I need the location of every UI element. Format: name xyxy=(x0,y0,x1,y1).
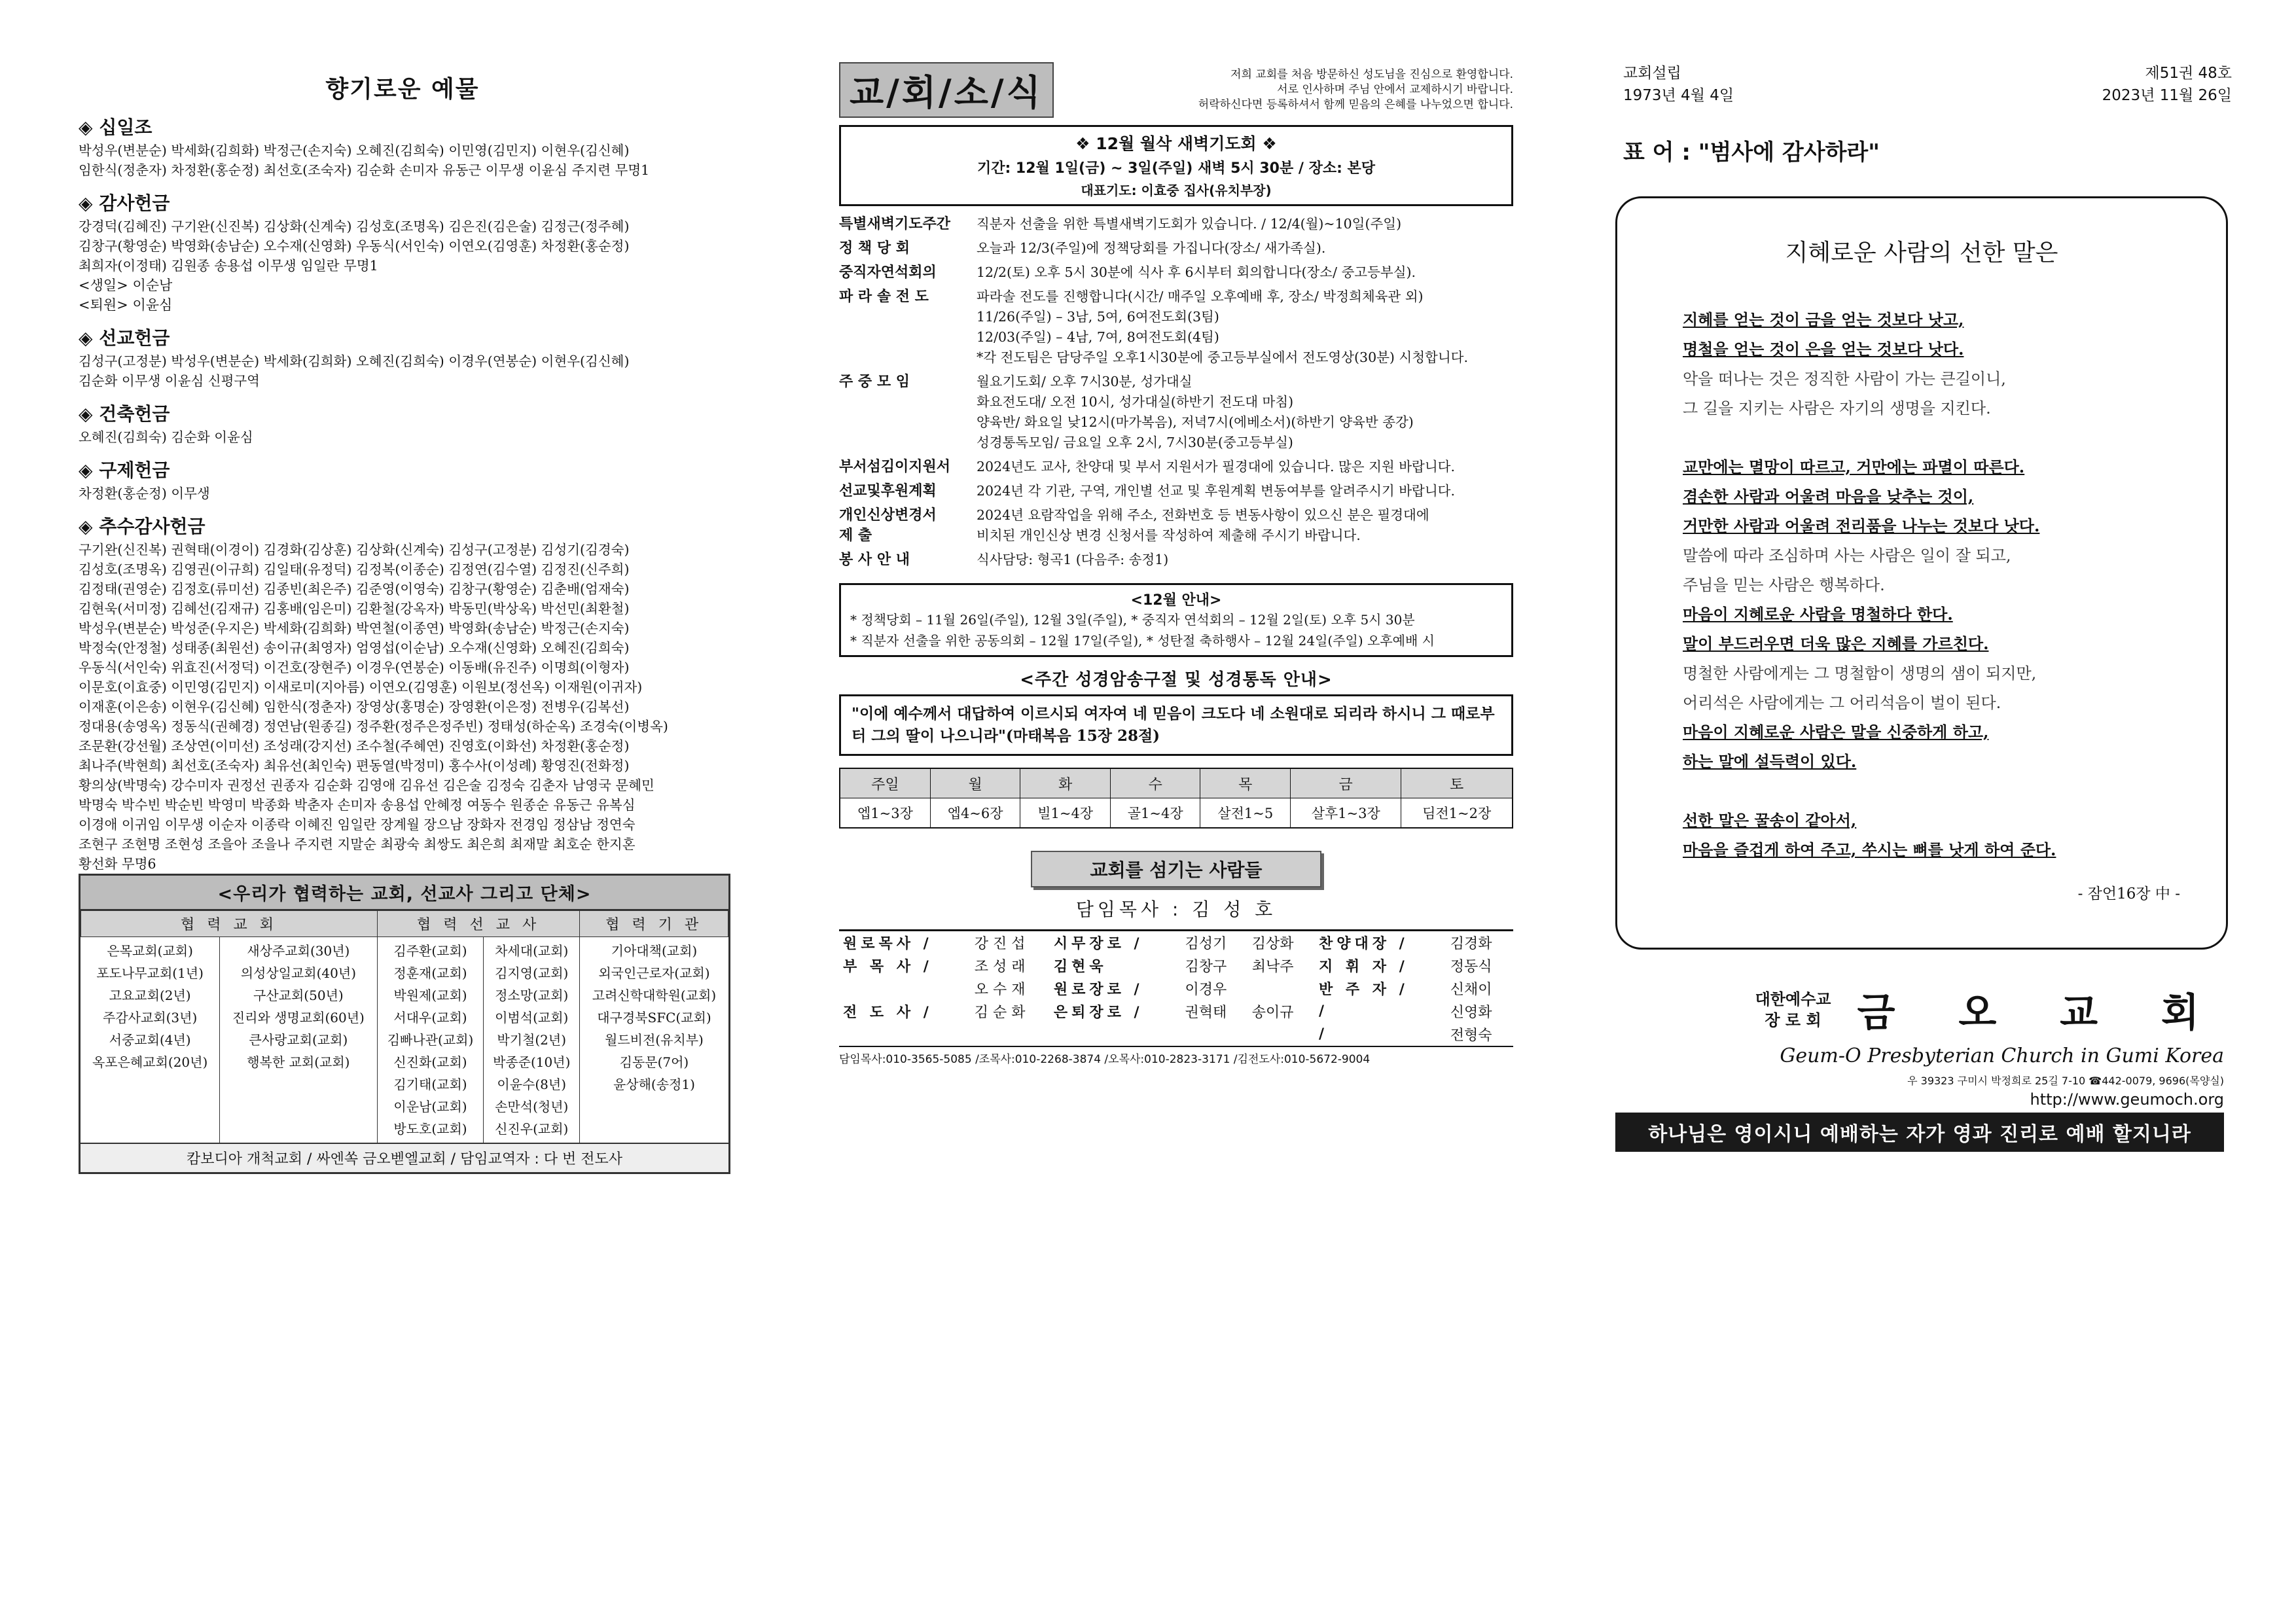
church-website-link[interactable]: http://www.geumoch.org xyxy=(2030,1090,2224,1109)
partner-entry: 박원제(교회) xyxy=(393,988,467,1003)
wisdom-line-text: 겸손한 사람과 어울려 마음을 낮추는 것이, xyxy=(1683,487,1974,506)
news-item-label: 선교및후원계획 xyxy=(839,483,937,499)
news-items xyxy=(839,214,1513,570)
staff-row xyxy=(839,954,1513,977)
staff-cell xyxy=(839,1023,971,1046)
wisdom-line-text: 마음을 즐겁게 하여 주고, 쑤시는 뼈를 낫게 하여 준다. xyxy=(1683,840,2056,859)
staff-table xyxy=(839,929,1513,1047)
news-title: 교/회/소/식 xyxy=(839,62,1054,118)
wisdom-line xyxy=(1683,543,2226,572)
partner-entry: 옥포은혜교회(20년) xyxy=(92,1054,208,1070)
reading-day: 목 xyxy=(1200,768,1291,798)
news-item xyxy=(839,481,1513,501)
staff-cell xyxy=(1248,977,1315,1000)
partner-entry: 외국인근로자(교회) xyxy=(598,965,710,981)
news-item-label: 정 책 당 회 xyxy=(839,240,910,257)
staff-cell: 이경우 xyxy=(1185,982,1227,998)
news-item-label: 봉 사 안 내 xyxy=(839,552,910,568)
news-header xyxy=(839,62,1513,121)
reading-day: 수 xyxy=(1110,768,1200,798)
reading-passage: 딤전1~2장 xyxy=(1401,798,1513,829)
dawn-prayer-box xyxy=(839,125,1513,206)
partner-entry: 박기철(2년) xyxy=(497,1032,567,1048)
partner-churches-a xyxy=(81,937,220,1143)
verse-heading: <주간 성경암송구절 및 성경통독 안내> xyxy=(1020,670,1333,690)
staff-cell: 반 주 자 / xyxy=(1318,982,1408,998)
offering-section xyxy=(79,456,726,503)
wisdom-line-text: 악을 떠나는 것은 정직한 사람이 가는 큰길이니, xyxy=(1683,370,2006,388)
december-head: <12월 안내> xyxy=(1130,592,1222,609)
staff-row xyxy=(839,931,1513,955)
staff-cell: 부 목 사 / xyxy=(843,959,933,975)
december-line: * 직분자 선출을 위한 공동의회 – 12월 17일(주일), * 성탄절 축하행사 – 12월 24일(주일) 오후예배 시 xyxy=(850,633,1435,649)
news-item xyxy=(839,457,1513,477)
staff-cell: 정동식 xyxy=(1450,959,1492,975)
partner-entry: 신진우(교회) xyxy=(495,1121,569,1137)
partner-entry: 김지영(교회) xyxy=(495,965,569,981)
wisdom-line-text: 명철한 사람에게는 그 명철함이 생명의 샘이 되지만, xyxy=(1683,664,2037,683)
church-english-name: Geum-O Presbyterian Church in Gumi Korea xyxy=(1780,1044,2224,1067)
partner-entry: 행복한 교회(교회) xyxy=(247,1054,350,1070)
wisdom-line xyxy=(1683,454,2226,484)
reading-passage: 골1~4장 xyxy=(1110,798,1200,829)
wisdom-line xyxy=(1683,484,2226,513)
partner-entry: 정훈재(교회) xyxy=(393,965,467,981)
partner-entry: 정소망(교회) xyxy=(495,988,569,1003)
staff-cell: 원로목사 / xyxy=(843,936,933,952)
denomination: 대한예수교 장 로 회 xyxy=(1755,990,1831,1029)
partner-entry: 김주환(교회) xyxy=(393,943,467,959)
offering-names: 오혜진(김희숙) 김순화 이윤심 xyxy=(79,429,253,445)
staff-cell xyxy=(1248,1023,1315,1046)
staff-cell: 전형숙 xyxy=(1450,1027,1492,1044)
wisdom-line xyxy=(1683,749,2226,778)
phone-numbers: 담임목사:010-3565-5085 /조목사:010-2268-3874 /오목사:010-2823-3171 /김전도사:010-5672-9004 xyxy=(839,1053,1371,1066)
reading-passage: 살전1~5 xyxy=(1200,798,1291,829)
partners-header-agencies: 협 력 기 관 xyxy=(580,911,728,937)
news-item xyxy=(839,372,1513,453)
partner-entry: 방도호(교회) xyxy=(393,1121,467,1137)
partner-entry: 고요교회(2년) xyxy=(109,988,191,1003)
news-item-label: 중직자연석회의 xyxy=(839,264,937,281)
offering-section xyxy=(79,512,726,874)
wisdom-text xyxy=(1683,307,2226,866)
wisdom-line-text: 마음이 지혜로운 사람을 명철하다 한다. xyxy=(1683,605,1953,624)
partners-header-missionaries: 협 력 선 교 사 xyxy=(377,911,579,937)
wisdom-line-text: 주님을 믿는 사람은 행복하다. xyxy=(1683,576,1885,594)
wisdom-spacer xyxy=(1683,425,2226,454)
news-item-text: 2024년 각 기관, 구역, 개인별 선교 및 후원계획 변동여부를 알려주시기 바랍니다. xyxy=(977,483,1455,499)
staff-cell: 신채이 xyxy=(1450,982,1492,998)
staff-cell: 시무장로 / xyxy=(1053,936,1143,952)
staff-row xyxy=(839,977,1513,1000)
wisdom-line-text: 거만한 사람과 어울려 전리품을 나누는 것보다 낫다. xyxy=(1683,516,2040,535)
offering-section xyxy=(79,400,726,447)
partner-entry: 대구경북SFC(교회) xyxy=(597,1010,711,1026)
offering-section-title: ◈ 건축헌금 xyxy=(79,403,170,425)
wisdom-line xyxy=(1683,572,2226,601)
wisdom-line-text: 마음이 지혜로운 사람은 말을 신중하게 하고, xyxy=(1683,722,1989,741)
staff-cell: 은퇴장로 / xyxy=(1053,1005,1143,1021)
offering-names: 구기완(신진복) 권혁태(이경이) 김경화(김상훈) 김상화(신계숙) 김성구(고정분) 김성기(김경숙) 김성호(조명옥) 김영권(이규희) 김일태(유정덕) 김정복(이종순) 김정연(김수열) 김정진(신주희) 김정태(권영순) 김정호(류미선) 김종빈(최은주) 김준영(이영숙) 김창구(황영순) 김춘배(엄재숙) 김현욱(서미정) 김혜선(김재규) 김홍배(임은미) 김환철(강옥자) 박동민(박상옥) 박선민(최환철) 박성우(변분순) 박성준(우지은) 박세화(김희화) 박연철(이종연) 박영화(송남순) 박정근(손지숙) 박정숙(안정철) 성태종(최원선) 송이규(최영자) 엄영섭(이순남) 오수재(신영화) 오혜진(김희숙) 우동식(서인숙) 위효진(서정덕) 이건호(장현주) 이경우(연봉순) 이동배(유진주) 이명희(이형자) 이문호(이효중) 이민영(김민지) 이새로미(지아름) 이연오(김영훈) 이원보(정선옥) 이재원(이귀자) 이재훈(이은송) 이현우(김신혜) 임한식(정춘자) 장영상(홍명순) 장영환(이은정) 전병우(김복선) 정대용(송영옥) 정동식(권혜경) 정연남(원종길) 정주환(정주은정주빈) 정태성(하순옥) 조경숙(이병옥) 조문환(강선월) 조상연(이미선) 조성래(강지선) 조수철(주혜연) 진영호(이화선) 차정환(홍순정) 최나주(박현희) 최선호(조숙자) 최유선(최인숙) 편동열(박정미) 홍수사(이성례) 황영진(전화정) 황의상(박명숙) 강수미자 권정선 권종자 김순화 김영애 김유선 김은술 김정숙 김춘자 남영국 문혜민 박명숙 박수빈 박순빈 박영미 박종화 박춘자 손미자 송용섭 안혜정 여동수 원종순 유동근 유복심 이경애 이귀임 이무생 이순자 이종락 이혜진 임일란 장계월 장으남 장화자 전경임 정삼남 정연숙 조현구 조현명 조현성 조을아 조을나 주지련 지말순 최광숙 최쌍도 최은희 최재말 최호순 한지혼 황선화 무명6 xyxy=(79,542,668,872)
reading-passage: 빌1~4장 xyxy=(1020,798,1111,829)
dawn-prayer-title: ❖ 12월 월삭 새벽기도회 ❖ xyxy=(1075,134,1277,153)
wisdom-line xyxy=(1683,837,2226,866)
wisdom-line xyxy=(1683,690,2226,719)
established-label: 교회설립 xyxy=(1623,65,1681,82)
wisdom-line xyxy=(1683,631,2226,660)
news-item-label: 파 라 솔 전 도 xyxy=(839,289,929,305)
wisdom-line-text: 말씀에 따라 조심하며 사는 사람은 일이 잘 되고, xyxy=(1683,546,2011,565)
offering-section-title: ◈ 추수감사헌금 xyxy=(79,516,206,537)
wisdom-line-text: 지혜를 얻는 것이 금을 얻는 것보다 낫고, xyxy=(1683,310,1964,329)
offerings-title: 향기로운 예물 xyxy=(325,76,480,103)
wisdom-line xyxy=(1683,719,2226,749)
partner-entry: 이윤수(8년) xyxy=(497,1077,567,1092)
staff-cell: 김현욱 xyxy=(1053,959,1107,975)
staff-cell xyxy=(1181,1023,1248,1046)
partner-entry: 주감사교회(3년) xyxy=(103,1010,198,1026)
partner-entry: 이범석(교회) xyxy=(495,1010,569,1026)
staff-cell: / xyxy=(1318,1026,1329,1043)
welcome-text: 저희 교회를 처음 방문하신 성도님을 진심으로 환영합니다. 서로 인사하며 주님 안에서 교제하시기 바랍니다. 허락하신다면 등록하셔서 함께 믿음의 은혜를 나누었으면 합니다. xyxy=(1198,68,1513,111)
offering-names: 차정환(홍순정) 이무생 xyxy=(79,486,210,501)
offering-names: 김성구(고정분) 박성우(변분순) 박세화(김희화) 오혜진(김희숙) 이경우(연봉순) 이현우(김신혜) 김순화 이무생 이윤심 신평구역 xyxy=(79,353,630,389)
news-item-text: 식사담당: 형곡1 (다음주: 송정1) xyxy=(977,552,1169,567)
staff-cell: 송이규 xyxy=(1251,1005,1294,1021)
senior-pastor: 담임목사 : 김 성 호 xyxy=(1075,899,1277,920)
partner-entry: 큰사랑교회(교회) xyxy=(249,1032,348,1048)
volume-number: 제51권 48호 xyxy=(2145,65,2232,82)
memory-verse: "이에 예수께서 대답하여 이르시되 여자여 네 믿음이 크도다 네 소원대로 되리라 하시니 그 때로부터 그의 딸이 나으니라"(마태복음 15장 28절) xyxy=(839,694,1513,756)
news-item xyxy=(839,262,1513,283)
staff-cell: 오 수 재 xyxy=(974,982,1026,998)
wisdom-line xyxy=(1683,366,2226,395)
motto: 표 어 : "범사에 감사하라" xyxy=(1623,139,1880,166)
news-item-text: 월요기도회/ 오후 7시30분, 성가대실 화요전도대/ 오전 10시, 성가대실(하반기 전도대 마침) 양육반/ 화요일 낮12시(마가복음), 저녁7시(에베소서)(하반기 양육반 종강) 성경통독모임/ 금요일 오후 2시, 7시30분(중고등부실) xyxy=(977,374,1414,450)
wisdom-title: 지혜로운 사람의 선한 말은 xyxy=(1785,240,2058,266)
news-item xyxy=(839,505,1513,546)
staff-cell: 찬양대장 / xyxy=(1318,936,1408,952)
partner-entry: 새상주교회(30년) xyxy=(247,943,350,959)
wisdom-line-text: 교만에는 멸망이 따르고, 거만에는 파멸이 따른다. xyxy=(1683,457,2025,476)
offerings-list xyxy=(79,113,726,874)
news-item-label: 개인신상변경서 제 출 xyxy=(839,507,937,544)
partners-footer: 캄보디아 개척교회 / 싸엔쏙 금오벧엘교회 / 담임교역자 : 다 번 전도사 xyxy=(81,1143,728,1172)
bible-reading-table xyxy=(839,768,1513,829)
partner-entry: 윤상해(송정1) xyxy=(613,1077,695,1092)
wisdom-box xyxy=(1615,196,2228,950)
news-column xyxy=(839,62,1513,1066)
wisdom-spacer xyxy=(1683,778,2226,808)
wisdom-line xyxy=(1683,808,2226,837)
partner-entry: 기아대책(교회) xyxy=(611,943,698,959)
staff-cell: 강 진 섭 xyxy=(974,936,1026,952)
wisdom-line-text: 하는 말에 설득력이 있다. xyxy=(1683,752,1857,771)
staff-cell: 전 도 사 / xyxy=(843,1005,933,1021)
offering-section-title: ◈ 구제헌금 xyxy=(79,459,170,481)
partner-entry: 김동문(7어) xyxy=(619,1054,689,1070)
partner-entry: 서중교회(4년) xyxy=(109,1032,191,1048)
staff-cell: 권혁태 xyxy=(1185,1005,1227,1021)
church-address: 우 39323 구미시 박정희로 25길 7-10 ☎442-0079, 9696(목양실) xyxy=(1907,1075,2224,1087)
staff-row xyxy=(839,1023,1513,1046)
bulletin-date: 2023년 11월 26일 xyxy=(2102,87,2232,104)
offering-section-title: ◈ 감사헌금 xyxy=(79,192,170,214)
news-item-text: 12/2(토) 오후 5시 30분에 식사 후 6시부터 회의합니다(장소/ 중고등부실). xyxy=(977,264,1416,280)
partner-entry: 차세대(교회) xyxy=(495,943,569,959)
news-item-text: 파라솔 전도를 진행합니다(시간/ 매주일 오후예배 후, 장소/ 박정희체육관 외) 11/26(주일) – 3남, 5여, 6여전도회(3팀) 12/03(주일) – 4남, 7여, 8여전도회(4팀) *각 전도팀은 담당주일 오후1시30분에 중고등부실에서 전도영상(30분) 시청합니다. xyxy=(977,289,1468,365)
staff-cell: 최낙주 xyxy=(1251,959,1294,975)
news-item-text: 오늘과 12/3(주일)에 정책당회를 가집니다(장소/ 새가족실). xyxy=(977,240,1326,256)
reading-day: 토 xyxy=(1401,768,1513,798)
discharge-offering: <퇴원> 이윤심 xyxy=(79,297,173,313)
news-item-label: 특별새벽기도주간 xyxy=(839,216,951,232)
wisdom-line xyxy=(1683,601,2226,631)
wisdom-line-text: 선한 말은 꿀송이 같아서, xyxy=(1683,811,1857,830)
news-item xyxy=(839,238,1513,259)
reading-day: 금 xyxy=(1291,768,1401,798)
news-item xyxy=(839,214,1513,234)
wisdom-line-text: 어리석은 사람에게는 그 어리석음이 벌이 된다. xyxy=(1683,694,2001,712)
servants-title: 교회를 섬기는 사람들 xyxy=(1031,851,1321,887)
wisdom-line-text: 말이 부드러우면 더욱 많은 지혜를 가르친다. xyxy=(1683,634,1989,653)
partner-entry: 포도나무교회(1년) xyxy=(96,965,204,981)
staff-cell xyxy=(839,977,971,1000)
december-line: * 정책당회 – 11월 26일(주일), 12월 3일(주일), * 중직자 연석회의 – 12월 2일(토) 오후 5시 30분 xyxy=(850,612,1415,628)
offering-section-title: ◈ 십일조 xyxy=(79,116,152,138)
reading-passage: 엡4~6장 xyxy=(930,798,1020,829)
offering-section-title: ◈ 선교헌금 xyxy=(79,327,170,349)
partner-agencies xyxy=(580,937,728,1143)
bulletin-cover xyxy=(1623,62,2232,166)
news-item xyxy=(839,550,1513,570)
reading-day: 주일 xyxy=(840,768,930,798)
partner-missionaries-a xyxy=(377,937,483,1143)
partner-missionaries-b xyxy=(484,937,580,1143)
partner-entry: 김빠나관(교회) xyxy=(387,1032,474,1048)
staff-cell xyxy=(1050,1023,1181,1046)
reading-passage: 살후1~3장 xyxy=(1291,798,1401,829)
partner-churches-b xyxy=(219,937,377,1143)
wisdom-line-text: 명철을 얻는 것이 은을 얻는 것보다 낫다. xyxy=(1683,340,1964,359)
partner-entry: 진리와 생명교회(60년) xyxy=(232,1010,365,1026)
wisdom-source: - 잠언16장 中 - xyxy=(2077,885,2180,902)
dawn-prayer-time: 기간: 12월 1일(금) ~ 3일(주일) 새벽 5시 30분 / 장소: 본당 xyxy=(977,160,1376,177)
partner-entry: 은목교회(교회) xyxy=(107,943,193,959)
wisdom-line xyxy=(1683,513,2226,543)
partner-entry: 월드비전(유치부) xyxy=(605,1032,704,1048)
staff-cell: 김창구 xyxy=(1185,959,1227,975)
partners-table xyxy=(81,910,728,1143)
partners-box xyxy=(79,874,730,1174)
offering-section xyxy=(79,113,726,180)
partners-header-churches: 협 력 교 회 xyxy=(81,911,378,937)
offering-names: 강경덕(김혜진) 구기완(신진복) 김상화(신계숙) 김성호(조명옥) 김은진(김은술) 김정근(정주혜) 김창구(황영순) 박영화(송남순) 오수재(신영화) 우동식(서인숙) 이연오(김영훈) 차정환(홍순정) 최희자(이정태) 김원종 송용섭 이무생 임일란 무명1 xyxy=(79,219,630,274)
wisdom-line xyxy=(1683,395,2226,425)
scripture-banner: 하나님은 영이시니 예배하는 자가 영과 진리로 예배 할지니라 xyxy=(1615,1113,2224,1152)
staff-cell: 김 순 화 xyxy=(974,1005,1026,1021)
news-item-text: 2024년도 교사, 찬양대 및 부서 지원서가 필경대에 있습니다. 많은 지원 바랍니다. xyxy=(977,459,1455,474)
staff-cell xyxy=(971,1023,1050,1046)
offering-section xyxy=(79,189,726,315)
staff-cell: 원로장로 / xyxy=(1053,982,1143,998)
partner-entry: 의성상일교회(40년) xyxy=(240,965,356,981)
partners-title: <우리가 협력하는 교회, 선교사 그리고 단체> xyxy=(81,876,728,910)
reading-passage: 엡1~3장 xyxy=(840,798,930,829)
wisdom-line xyxy=(1683,336,2226,366)
news-item-label: 부서섬김이지원서 xyxy=(839,459,951,475)
offerings-column xyxy=(79,71,726,883)
partner-entry: 김기태(교회) xyxy=(393,1077,467,1092)
staff-cell: / xyxy=(1318,1003,1329,1020)
offering-section xyxy=(79,324,726,391)
staff-cell: 지 휘 자 / xyxy=(1318,959,1408,975)
church-name: 금 오 교 회 xyxy=(1857,990,2224,1036)
partner-entry: 손만석(청년) xyxy=(495,1099,569,1115)
news-item-text: 2024년 요람작업을 위해 주소, 전화번호 등 변동사항이 있으신 분은 필경대에 비치된 개인신상 변경 신청서를 작성하여 제출해 주시기 바랍니다. xyxy=(977,507,1429,543)
staff-cell: 신영화 xyxy=(1450,1005,1492,1021)
partner-entry: 서대우(교회) xyxy=(393,1010,467,1026)
wisdom-line xyxy=(1683,660,2226,690)
partner-entry: 이운남(교회) xyxy=(393,1099,467,1115)
reading-day: 월 xyxy=(930,768,1020,798)
partner-entry: 고려신학대학원(교회) xyxy=(592,988,717,1003)
news-item-text: 직분자 선출을 위한 특별새벽기도회가 있습니다. / 12/4(월)~10일(주일) xyxy=(977,216,1402,232)
partner-entry: 신진화(교회) xyxy=(393,1054,467,1070)
december-box xyxy=(839,583,1513,657)
staff-cell: 김상화 xyxy=(1251,936,1294,952)
established-date: 1973년 4월 4일 xyxy=(1623,87,1734,104)
wisdom-line xyxy=(1683,307,2226,336)
staff-cell: 김경화 xyxy=(1450,936,1492,952)
staff-row xyxy=(839,1000,1513,1023)
birthday-offering: <생일> 이순남 xyxy=(79,277,173,293)
partner-entry: 구산교회(50년) xyxy=(253,988,344,1003)
news-item xyxy=(839,287,1513,368)
wisdom-line-text: 그 길을 지키는 사람은 자기의 생명을 지킨다. xyxy=(1683,399,1991,418)
partner-entry: 박종준(10년) xyxy=(493,1054,571,1070)
dawn-prayer-leader: 대표기도: 이효중 집사(유치부장) xyxy=(1081,183,1272,198)
offering-names: 박성우(변분순) 박세화(김희화) 박정근(손지숙) 오혜진(김희숙) 이민영(김민지) 이현우(김신혜) 임한식(정춘자) 차정환(홍순정) 최선호(조숙자) 김순화 손미자 유동근 이무생 이윤심 주지련 무명1 xyxy=(79,143,650,178)
church-identity xyxy=(1615,982,2224,1152)
reading-day: 화 xyxy=(1020,768,1111,798)
news-item-label: 주 중 모 임 xyxy=(839,374,910,390)
staff-cell: 김성기 xyxy=(1185,936,1227,952)
staff-cell: 조 성 래 xyxy=(974,959,1026,975)
